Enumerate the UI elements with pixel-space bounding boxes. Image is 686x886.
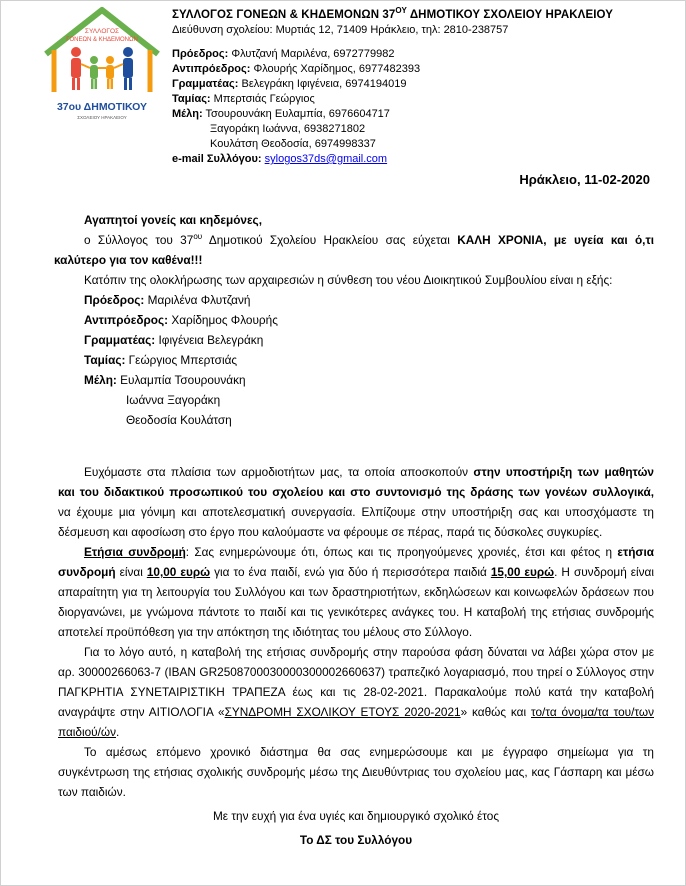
board-role-label: Αντιπρόεδρος: — [84, 313, 169, 327]
association-logo — [40, 6, 164, 128]
members-line: Μέλη: Τσουρουνάκη Ευλαμπία, 6976604717 — [172, 108, 390, 120]
paragraph-line: απαραίτητη για τη λειτουργία του Συλλόγου και των δραστηριοτήτων, εκδηλώσεων και κοινωφελών δράσεων που — [58, 585, 654, 599]
signature: Το ΔΣ του Συλλόγου — [299, 833, 413, 847]
paragraph-line: να έχουμε μια γόνιμη και αποτελεσματική συνεργασία. Ελπίζουμε στην υποστήριξη σας και υποσχόμαστε τη — [58, 505, 654, 519]
board-member-name: Μαριλένα Φλυτζανή — [144, 293, 251, 307]
association-title: ΣΥΛΛΟΓΟΣ ΓΟΝΕΩΝ & ΚΗΔΕΜΟΝΩΝ $37^{O\Upsilon}$ ΔΗΜΟΤΙΚΟΥ ΣΧΟΛΕΙΟΥ ΗΡΑΚΛΕΙΟΥ — [172, 6, 614, 21]
board-member-row — [84, 330, 654, 350]
letter-body — [54, 210, 655, 450]
svg-text:ΣΧΟΛΕΙΟΥ ΗΡΑΚΛΕΙΟΥ: ΣΧΟΛΕΙΟΥ ΗΡΑΚΛΕΙΟΥ — [77, 115, 127, 120]
paragraph-line: αποτελεί προϋπόθεση για την απόκτηση της ιδιότητας του μέλους στο Σύλλογο. — [58, 625, 473, 639]
svg-text:ΓΟΝΕΩΝ & ΚΗΔΕΜΟΝΩΝ: ΓΟΝΕΩΝ & ΚΗΔΕΜΟΝΩΝ — [66, 37, 138, 43]
paragraph: Ετήσια συνδρομή: Σας ενημερώνουμε ότι, όπως και τις προηγούμενες χρονιές, έτσι και φέτος η ετήσια — [84, 545, 655, 559]
svg-text:ΣΥΛΛΟΓΟΣ: ΣΥΛΛΟΓΟΣ — [84, 28, 120, 35]
paragraph-line: αναγράψτε στην ΑΙΤΙΟΛΟΓΙΑ «ΣΥΝΔΡΟΜΗ ΣΧΟΛΙΚΟΥ ΕΤΟΥΣ 2020-2021» καθώς και το/τα όνομα/τα του/των — [58, 705, 654, 719]
letter-body-main — [58, 462, 654, 850]
paragraph-line: παιδιού/ών. — [58, 725, 120, 739]
board-member-row — [84, 290, 654, 310]
paragraph-line: αρ. 30000266063-7 (IBAN GR2508700030000300002660637) τραπεζικό λογαριασμό, που τηρεί ο Σύλλογος στην — [58, 665, 654, 679]
board-role-label: Ταμίας: — [84, 353, 126, 367]
president-line: Πρόεδρος: Φλυτζανή Μαριλένα, 6972779982 — [172, 48, 395, 60]
board-member-row — [84, 350, 654, 370]
board-role-label: Γραμματέας: — [84, 333, 156, 347]
treasurer-line: Ταμίας: Μπερτσιάς Γεώργιος — [172, 93, 315, 105]
board-member-name: Ευλαμπία Τσουρουνάκη — [116, 373, 246, 387]
secretary-line: Γραμματέας: Βελεγράκη Ιφιγένεια, 6974194019 — [172, 78, 407, 90]
board-member: Ιωάννα Ξαγοράκη — [126, 393, 221, 407]
paragraph: Το αμέσως επόμενο χρονικό διάστημα θα σας ενημερώσουμε και με έγγραφο σημείωμα για τη — [84, 745, 654, 759]
vice-president-line: Αντιπρόεδρος: Φλουρής Χαρίδημος, 6977482393 — [172, 63, 421, 75]
member-line: Ξαγοράκη Ιωάννα, 6938271802 — [210, 123, 366, 135]
letterhead — [172, 8, 652, 167]
paragraph: Κατόπιν της ολοκλήρωσης των αρχαιρεσιών η σύνθεση του νέου Διοικητικού Συμβουλίου είναι η εξής: — [84, 273, 613, 287]
paragraph-line: δέσμευση και αφοσίωση στο έργο που καλούμαστε να φέρουμε σε πέρας, παρά τις δύσκολες συγκυρίες. — [58, 525, 603, 539]
board-member-name: Χαρίδημος Φλουρής — [168, 313, 278, 327]
paragraph-line: συνδρομή είναι 10,00 ευρώ για το ένα παιδί, ενώ για δύο ή περισσότερα παιδιά 15,00 ευρώ. Η συνδρομή είναι — [58, 565, 654, 579]
email-link[interactable]: sylogos37ds@gmail.com — [264, 153, 388, 165]
letter-date: Ηράκλειο, 11-02-2020 — [519, 172, 650, 187]
board-member-row — [84, 370, 654, 390]
svg-text:37ου ΔΗΜΟΤΙΚΟΥ: 37ου ΔΗΜΟΤΙΚΟΥ — [56, 101, 148, 113]
paragraph: Ευχόμαστε στα πλαίσια των αρμοδιοτήτων μας, τα οποία αποσκοπούν στην υποστήριξη των μαθητών — [84, 465, 654, 479]
paragraph-line: και του διδακτικού προσωπικού του σχολείου και στο συντονισμό της δράσης των γονέων συλλογικά, — [58, 485, 654, 499]
board-member-name: Γεώργιος Μπερτσιάς — [125, 353, 238, 367]
board-role-label: Πρόεδρος: — [84, 293, 145, 307]
paragraph-line: καλύτερο για τον καθένα!!! — [54, 253, 203, 267]
paragraph-line: των παιδιών. — [58, 785, 126, 799]
board-role-label: Μέλη: — [84, 373, 117, 387]
board-member-name: Ιφιγένεια Βελεγράκη — [155, 333, 264, 347]
board-member-row — [84, 310, 654, 330]
paragraph-line: διοργανώνει, με γνώμονα πάντοτε το παιδί και τις γενικότερες ανάγκες του. Η καταβολή της ετήσιας συνδρομής — [58, 605, 654, 619]
email-line: e-mail Συλλόγου: sylogos37ds@gmail.com — [172, 153, 388, 165]
paragraph: ο Σύλλογος του $37^{o\upsilon}$ Δημοτικού Σχολείου Ηρακλείου σας εύχεται ΚΑΛΗ ΧΡΟΝΙΑ, με υγεία και ό,τι — [84, 232, 655, 247]
paragraph-line: ΠΑΓΚΡΗΤΙΑ ΣΥΝΕΤΑΙΡΙΣΤΙΚΗ ΤΡΑΠΕΖΑ έως και τις 28-02-2021. Παρακαλούμε πολύ κατά την καταβολή — [58, 685, 654, 699]
closing-wish: Με την ευχή για ένα υγιές και δημιουργικό σχολικό έτος — [212, 809, 500, 823]
greeting: Αγαπητοί γονείς και κηδεμόνες, — [84, 213, 262, 227]
member-line: Κουλάτση Θεοδοσία, 6974998337 — [210, 138, 376, 150]
paragraph: Για το λόγο αυτό, η καταβολή της ετήσιας συνδρομής στην παρούσα φάση δύναται να λάβει χώρα στον με — [84, 645, 654, 659]
board-member: Θεοδοσία Κουλάτση — [126, 413, 232, 427]
paragraph-line: συγκέντρωση της ετήσιας σχολικής συνδρομής μέσω της Διευθύντριας του σχολείου μας, κας Γάσπαρη και μέσω — [58, 765, 654, 779]
school-address: Διεύθυνση σχολείου: Μυρτιάς 12, 71409 Ηράκλειο, τηλ: 2810-238757 — [172, 24, 509, 36]
